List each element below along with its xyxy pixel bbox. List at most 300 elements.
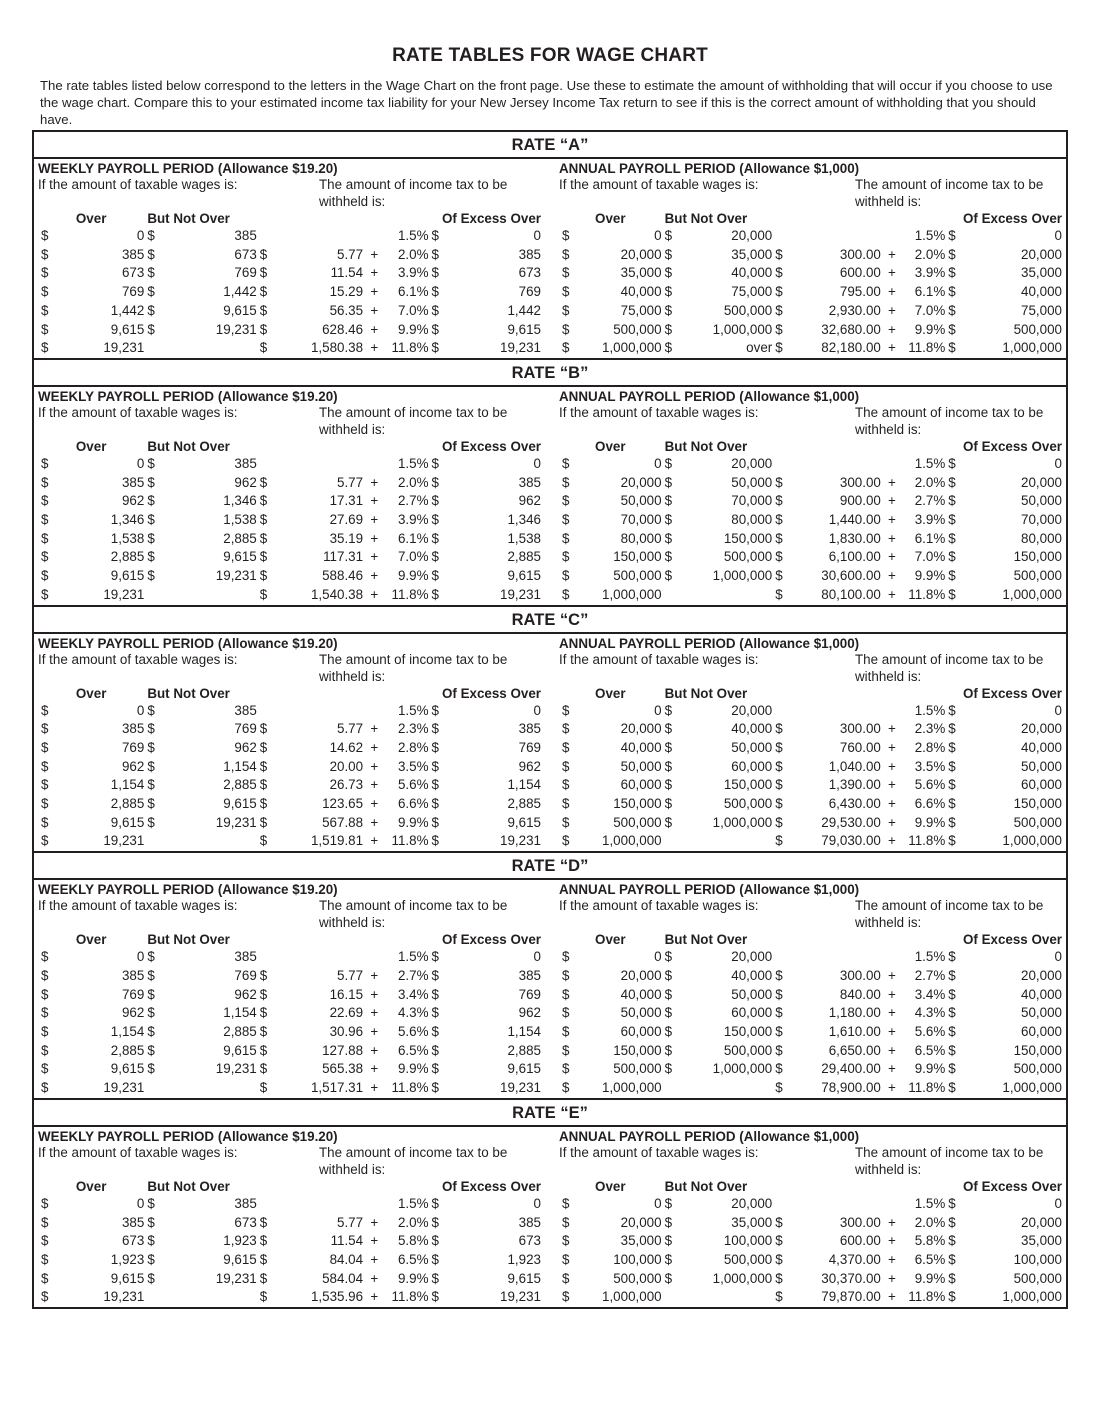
excess-over-value: 769 [518, 284, 541, 300]
but-not-over-value [688, 586, 773, 605]
rate-percent: 11.8% [391, 1080, 429, 1096]
dollar-sign: $ [431, 986, 439, 1002]
table-row [38, 283, 541, 302]
excess-over-value: 962 [518, 1005, 541, 1021]
table-row [559, 1042, 1062, 1061]
dollar-sign: $ [775, 796, 783, 812]
but-not-over-value: 1,000,000 [712, 814, 773, 830]
over-header: Over [75, 685, 107, 701]
table-row [38, 1023, 541, 1042]
rate-percent: 9.9% [397, 814, 429, 830]
excess-over-value: 20,000 [1021, 1214, 1062, 1230]
dollar-sign: $ [775, 530, 783, 546]
over-header: Over [595, 1178, 626, 1194]
table-row [38, 720, 541, 739]
table-row [559, 1288, 1062, 1307]
rate-percent: 9.9% [397, 321, 429, 337]
table-row [559, 1251, 1062, 1270]
rate-percent: 2.0% [397, 474, 429, 490]
but-not-over-value: 80,000 [731, 512, 773, 528]
base-tax-value: 1,519.81 [310, 833, 364, 849]
base-tax-value: 27.69 [329, 512, 364, 528]
rate-percent: 9.9% [914, 814, 946, 830]
but-not-over-value: 769 [234, 721, 257, 737]
table-row [559, 321, 1062, 340]
base-tax-value: 1,180.00 [828, 1005, 881, 1021]
excess-over-value: 962 [518, 493, 541, 509]
dollar-sign: $ [948, 586, 956, 602]
but-not-over-value: 40,000 [731, 967, 773, 983]
over-value: 35,000 [620, 265, 662, 281]
excess-over-value: 500,000 [1013, 321, 1062, 337]
excess-over-value: 769 [518, 739, 541, 755]
rate-percent: 6.1% [914, 530, 946, 546]
plus-sign: + [370, 1214, 379, 1230]
rate-columns [34, 634, 1066, 852]
base-tax-value: 127.88 [322, 1042, 364, 1058]
table-row [559, 739, 1062, 758]
dollar-sign: $ [562, 530, 570, 546]
rate-percent: 1.5% [914, 1195, 946, 1211]
rate-percent: 4.3% [914, 1005, 946, 1021]
rate-percent: 3.5% [397, 758, 429, 774]
table-row [559, 283, 1062, 302]
table-row [38, 455, 541, 474]
over-value: 0 [136, 228, 145, 243]
but-not-over-value: 19,231 [215, 1270, 257, 1286]
dollar-sign: $ [664, 721, 673, 737]
excess-over-value: 0 [533, 228, 541, 243]
excess-over-value: 80,000 [1021, 530, 1062, 546]
blank-header [257, 438, 429, 455]
dollar-sign [257, 948, 284, 967]
plus-sign: + [888, 1233, 896, 1249]
dollar-sign: $ [147, 1233, 155, 1249]
base-tax-value [798, 227, 880, 246]
excess-over-value: 0 [533, 702, 541, 718]
dollar-sign [772, 455, 798, 474]
excess-over-value: 2,885 [507, 1042, 541, 1058]
rate-percent: 11.8% [391, 833, 429, 849]
dollar-sign: $ [41, 568, 49, 584]
over-value: 9,615 [110, 814, 145, 830]
rate-percent: 5.8% [914, 1233, 946, 1249]
rate-percent: 1.5% [397, 1195, 429, 1211]
dollar-sign: $ [664, 967, 673, 983]
taxable-wages-label: If the amount of taxable wages is: [559, 404, 759, 420]
excess-over-value: 1,538 [507, 530, 541, 546]
base-tax-value [798, 702, 880, 721]
dollar-sign: $ [948, 549, 956, 565]
dollar-sign: $ [664, 1023, 673, 1039]
over-value: 0 [136, 455, 145, 471]
base-tax-value: 6,430.00 [828, 796, 881, 812]
over-value: 2,885 [110, 549, 145, 565]
rate-percent: 6.1% [397, 530, 429, 546]
dollar-sign: $ [562, 321, 570, 337]
rate-percent: 2.0% [397, 1214, 429, 1230]
but-not-over-header: But Not Over [664, 438, 748, 454]
plus-sign: + [370, 265, 379, 281]
but-not-over-value: 1,442 [223, 284, 257, 300]
plus-sign [363, 948, 385, 967]
rate-percent: 1.5% [397, 949, 429, 965]
but-not-over-value: 100,000 [723, 1233, 773, 1249]
over-value: 500,000 [613, 1270, 662, 1286]
dollar-sign: $ [147, 1042, 155, 1058]
dollar-sign: $ [147, 796, 155, 812]
plus-sign: + [370, 568, 379, 584]
base-tax-value: 6,650.00 [828, 1042, 881, 1058]
table-row [559, 511, 1062, 530]
dollar-sign: $ [259, 1214, 268, 1230]
dollar-sign: $ [775, 739, 783, 755]
taxable-wages-label: If the amount of taxable wages is: [559, 177, 759, 192]
column-header-row [559, 931, 1062, 948]
dollar-sign: $ [948, 967, 956, 983]
excess-over-value: 0 [1054, 702, 1062, 718]
dollar-sign: $ [41, 967, 49, 983]
over-value: 500,000 [613, 321, 662, 337]
table-row [559, 1232, 1062, 1251]
over-value: 9,615 [110, 1061, 145, 1077]
dollar-sign: $ [664, 284, 673, 300]
dollar-sign: $ [562, 455, 570, 471]
plus-sign: + [888, 796, 896, 812]
base-tax-value: 1,440.00 [828, 512, 881, 528]
dollar-sign: $ [259, 549, 268, 565]
table-heading [559, 1144, 1062, 1178]
plus-sign [881, 948, 903, 967]
excess-over-value: 19,231 [500, 1080, 541, 1096]
excess-over-value: 20,000 [1021, 967, 1062, 983]
base-tax-value: 82,180.00 [821, 340, 881, 356]
annual-rate-table [559, 1178, 1062, 1307]
dollar-sign: $ [259, 246, 268, 262]
base-tax-value: 20.00 [329, 758, 364, 774]
excess-over-value: 385 [518, 246, 541, 262]
dollar-sign: $ [562, 1251, 570, 1267]
plus-sign: + [888, 302, 896, 318]
but-not-over-value: 20,000 [731, 702, 773, 718]
excess-over-value: 150,000 [1013, 549, 1062, 565]
table-heading [559, 651, 1062, 685]
plus-sign: + [370, 1270, 379, 1286]
dollar-sign: $ [562, 739, 570, 755]
plus-sign [881, 702, 903, 721]
table-row [38, 739, 541, 758]
dollar-sign: $ [948, 493, 956, 509]
table-row [38, 702, 541, 721]
dollar-sign: $ [259, 777, 268, 793]
dollar-sign: $ [431, 814, 439, 830]
dollar-sign: $ [147, 1195, 155, 1211]
dollar-sign: $ [775, 1270, 783, 1286]
table-row [38, 511, 541, 530]
of-excess-over-header: Of Excess Over [962, 438, 1062, 454]
but-not-over-value: 2,885 [223, 1023, 257, 1039]
of-excess-over-header: Of Excess Over [962, 685, 1062, 701]
plus-sign [881, 1195, 903, 1214]
blank-header [772, 1178, 945, 1195]
but-not-over-value: 962 [234, 986, 257, 1002]
dollar-sign: $ [664, 493, 673, 509]
excess-over-value: 9,615 [507, 1270, 541, 1286]
table-row [559, 586, 1062, 605]
plus-sign: + [888, 1023, 896, 1039]
dollar-sign: $ [775, 1042, 783, 1058]
dollar-sign: $ [41, 1042, 49, 1058]
column-header-row [38, 210, 541, 227]
but-not-over-value: 35,000 [731, 1214, 773, 1230]
base-tax-value: 1,580.38 [310, 340, 364, 356]
excess-over-value: 35,000 [1021, 1233, 1062, 1249]
dollar-sign: $ [562, 284, 570, 300]
over-value: 500,000 [613, 814, 662, 830]
dollar-sign: $ [431, 586, 439, 602]
rate-percent: 1.5% [397, 455, 429, 471]
plus-sign [363, 1195, 385, 1214]
table-heading [38, 176, 541, 210]
table-heading [559, 404, 1062, 438]
rate-percent: 1.5% [914, 702, 946, 718]
plus-sign: + [888, 340, 896, 356]
dollar-sign: $ [948, 455, 956, 471]
dollar-sign: $ [562, 1214, 570, 1230]
base-tax-value [798, 455, 880, 474]
dollar-sign: $ [775, 246, 783, 262]
over-header: Over [75, 932, 107, 948]
but-not-over-value [171, 339, 257, 358]
tax-withheld-label: The amount of income tax to be withheld is: [855, 651, 1044, 684]
base-tax-value: 5.77 [337, 967, 364, 983]
dollar-sign: $ [664, 302, 673, 318]
base-tax-value: 4,370.00 [828, 1251, 881, 1267]
column-header-row [38, 438, 541, 455]
dollar-sign: $ [41, 586, 49, 602]
base-tax-value: 16.15 [329, 986, 364, 1002]
plus-sign: + [888, 1270, 896, 1286]
dollar-sign: $ [948, 284, 956, 300]
blank-header [772, 438, 945, 455]
but-not-over-value: 60,000 [731, 1005, 773, 1021]
but-not-over-value: 70,000 [731, 493, 773, 509]
dollar-sign [144, 586, 171, 605]
but-not-over-value: 35,000 [731, 246, 773, 262]
column-header-row [559, 210, 1062, 227]
but-not-over-value: 9,615 [223, 549, 257, 565]
but-not-over-value: 1,000,000 [712, 1270, 773, 1286]
excess-over-value: 1,442 [507, 302, 541, 318]
weekly-rate-table [38, 210, 541, 358]
dollar-sign: $ [147, 455, 155, 471]
base-tax-value: 628.46 [322, 321, 364, 337]
base-tax-value: 35.19 [329, 530, 364, 546]
dollar-sign: $ [41, 340, 49, 356]
dollar-sign: $ [948, 777, 956, 793]
base-tax-value: 29,400.00 [821, 1061, 881, 1077]
weekly-period-section [34, 634, 547, 852]
dollar-sign: $ [948, 1023, 956, 1039]
excess-over-value: 1,154 [507, 777, 541, 793]
dollar-sign: $ [775, 758, 783, 774]
dollar-sign: $ [948, 986, 956, 1002]
but-not-over-value: 40,000 [731, 265, 773, 281]
base-tax-value: 300.00 [839, 1214, 881, 1230]
over-value: 150,000 [613, 796, 662, 812]
excess-over-value: 2,885 [507, 796, 541, 812]
rate-percent: 2.0% [914, 1214, 946, 1230]
dollar-sign: $ [562, 777, 570, 793]
over-value: 9,615 [110, 568, 145, 584]
dollar-sign: $ [431, 739, 439, 755]
but-not-over-header: But Not Over [147, 211, 230, 226]
but-not-over-value: 769 [234, 265, 257, 281]
dollar-sign: $ [664, 568, 673, 584]
base-tax-value: 32,680.00 [821, 321, 881, 337]
dollar-sign: $ [431, 1061, 439, 1077]
dollar-sign: $ [41, 739, 49, 755]
table-row [559, 948, 1062, 967]
intro-paragraph: The rate tables listed below correspond to the letters in the Wage Chart on the front page. Use these to estimate the amount of withholding that will occur if you choose to use the wage chart. Compare this to your estimated income tax liability for your New Jersey Income Tax return to see if this is the correct amount of withholding that you should have. [40, 78, 1053, 127]
dollar-sign: $ [664, 321, 673, 337]
rate-percent: 9.9% [914, 321, 946, 337]
base-tax-value [283, 702, 363, 721]
table-row [559, 567, 1062, 586]
but-not-over-header: But Not Over [147, 438, 230, 454]
but-not-over-value: 40,000 [731, 721, 773, 737]
table-row [38, 302, 541, 321]
but-not-over-value: 385 [234, 702, 257, 718]
dollar-sign: $ [259, 321, 268, 337]
base-tax-value: 30,600.00 [821, 568, 881, 584]
dollar-sign: $ [431, 1289, 439, 1305]
rate-percent: 11.8% [908, 833, 946, 849]
dollar-sign: $ [431, 796, 439, 812]
table-row [38, 1042, 541, 1061]
table-row [38, 227, 541, 246]
over-value: 0 [654, 1195, 662, 1211]
rate-section [34, 1098, 1066, 1307]
over-value: 0 [136, 949, 145, 965]
plus-sign: + [370, 796, 379, 812]
over-value: 9,615 [110, 1270, 145, 1286]
over-value: 1,154 [110, 777, 145, 793]
tax-withheld-label: The amount of income tax to be withheld is: [855, 177, 1044, 209]
base-tax-value: 11.54 [330, 265, 364, 281]
excess-over-value: 9,615 [507, 814, 541, 830]
table-row [559, 1214, 1062, 1233]
dollar-sign: $ [562, 265, 570, 281]
excess-over-value: 100,000 [1013, 1251, 1062, 1267]
excess-over-value: 150,000 [1013, 1042, 1062, 1058]
rate-percent: 1.5% [914, 455, 946, 471]
annual-period-section [547, 880, 1066, 1098]
dollar-sign: $ [259, 1233, 268, 1249]
but-not-over-value [171, 1288, 257, 1307]
over-value: 100,000 [613, 1251, 662, 1267]
excess-over-value: 1,154 [507, 1023, 541, 1039]
dollar-sign: $ [948, 1195, 956, 1211]
plus-sign: + [888, 1289, 896, 1305]
plus-sign: + [370, 721, 379, 737]
excess-over-value: 673 [518, 1233, 541, 1249]
rate-columns [34, 1127, 1066, 1307]
dollar-sign: $ [562, 586, 570, 602]
table-row [559, 530, 1062, 549]
dollar-sign: $ [431, 1270, 439, 1286]
but-not-over-value [171, 832, 257, 851]
but-not-over-value: 500,000 [723, 302, 773, 318]
rate-percent: 3.4% [914, 986, 946, 1002]
dollar-sign: $ [431, 568, 439, 584]
but-not-over-value: 962 [234, 474, 257, 490]
excess-over-value: 0 [533, 1195, 541, 1211]
plus-sign: + [370, 1042, 379, 1058]
period-title: WEEKLY PAYROLL PERIOD (Allowance $19.20) [38, 1128, 338, 1144]
dollar-sign: $ [431, 702, 439, 718]
over-value: 60,000 [620, 1023, 662, 1039]
dollar-sign: $ [431, 949, 439, 965]
plus-sign: + [370, 986, 379, 1002]
over-header: Over [595, 211, 626, 226]
base-tax-value: 1,040.00 [828, 758, 881, 774]
base-tax-value: 2,930.00 [828, 302, 881, 318]
dollar-sign: $ [775, 549, 783, 565]
rate-percent: 2.0% [914, 474, 946, 490]
but-not-over-value: 50,000 [731, 986, 773, 1002]
dollar-sign: $ [664, 1042, 673, 1058]
table-heading [38, 651, 541, 685]
excess-over-value: 385 [518, 474, 541, 490]
table-row [559, 986, 1062, 1005]
dollar-sign: $ [948, 1270, 956, 1286]
but-not-over-value: 19,231 [215, 1061, 257, 1077]
over-value: 1,000,000 [602, 586, 662, 602]
plus-sign: + [888, 739, 896, 755]
table-row [559, 720, 1062, 739]
period-title: WEEKLY PAYROLL PERIOD (Allowance $19.20) [38, 388, 338, 404]
dollar-sign: $ [259, 512, 268, 528]
but-not-over-value: 500,000 [723, 1042, 773, 1058]
rate-percent: 7.0% [397, 302, 429, 318]
dollar-sign: $ [562, 228, 570, 243]
dollar-sign: $ [948, 1080, 956, 1096]
dollar-sign: $ [431, 455, 439, 471]
over-value: 0 [136, 702, 145, 718]
annual-rate-table [559, 685, 1062, 852]
dollar-sign: $ [259, 530, 268, 546]
base-tax-value: 300.00 [839, 967, 881, 983]
plus-sign: + [370, 1061, 379, 1077]
over-value: 50,000 [620, 1005, 662, 1021]
table-row [559, 1079, 1062, 1098]
weekly-rate-table [38, 1178, 541, 1307]
rate-percent: 7.0% [397, 549, 429, 565]
plus-sign [363, 702, 385, 721]
rate-percent: 5.6% [397, 777, 429, 793]
rate-percent: 5.6% [914, 777, 946, 793]
base-tax-value: 795.00 [839, 284, 881, 300]
dollar-sign: $ [431, 1233, 439, 1249]
table-row [559, 1195, 1062, 1214]
table-row [38, 776, 541, 795]
period-title: WEEKLY PAYROLL PERIOD (Allowance $19.20) [38, 635, 338, 651]
plus-sign [363, 455, 385, 474]
over-value: 0 [654, 949, 662, 965]
table-row [559, 832, 1062, 851]
taxable-wages-label: If the amount of taxable wages is: [38, 404, 238, 420]
